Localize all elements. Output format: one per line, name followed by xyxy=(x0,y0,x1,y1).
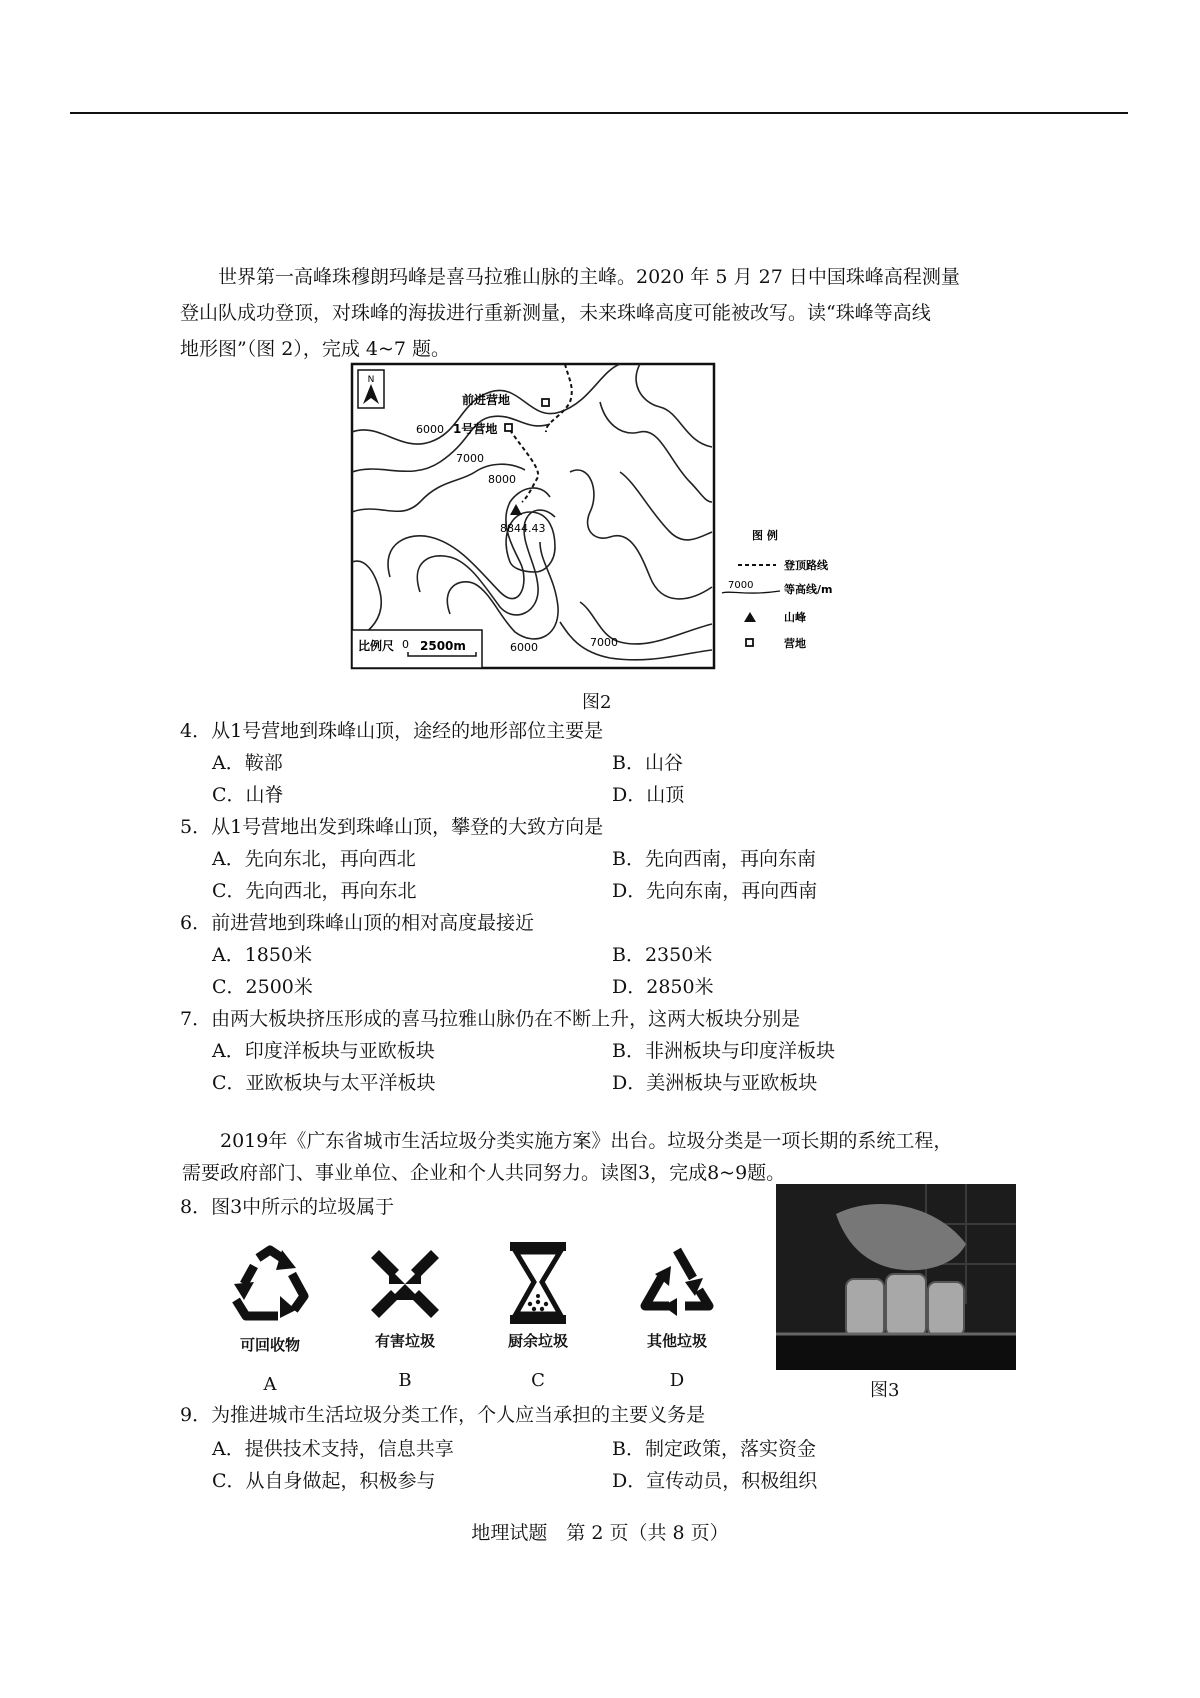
question-6-option-b: B．2350米 xyxy=(612,944,713,966)
north-arrow-icon xyxy=(358,370,384,408)
peak-elevation-label: 8844.43 xyxy=(500,522,546,535)
waste-label-c: 厨余垃圾 xyxy=(507,1332,568,1350)
option-letter-a: A xyxy=(263,1374,277,1395)
recycle-icon xyxy=(228,1244,312,1324)
question-5-option-d: D．先向东南，再向西南 xyxy=(612,880,818,902)
figure2-legend xyxy=(722,528,832,650)
other-waste-triangle-icon xyxy=(637,1242,717,1322)
svg-text:2500m: 2500m xyxy=(420,639,466,653)
figure2-caption: 图2 xyxy=(582,692,612,713)
figure3-photo xyxy=(776,1184,1016,1370)
option-letter-b: B xyxy=(398,1370,412,1391)
legend-contour: 等高线/m xyxy=(784,583,833,596)
waste-label-b: 有害垃圾 xyxy=(374,1332,435,1350)
question-9-option-b: B．制定政策，落实资金 xyxy=(612,1438,816,1460)
page-footer: 地理试题 第 2 页（共 8 页） xyxy=(471,1522,729,1544)
question-9-stem: 9．为推进城市生活垃圾分类工作，个人应当承担的主要义务是 xyxy=(180,1404,706,1426)
question-5-stem: 5．从1号营地出发到珠峰山顶，攀登的大致方向是 xyxy=(180,816,604,838)
legend-peak-icon xyxy=(744,612,756,622)
legend-route: 登顶路线 xyxy=(784,559,828,572)
kitchen-waste-icon xyxy=(506,1240,570,1326)
question-6-option-d: D．2850米 xyxy=(612,976,714,998)
option-letter-c: C xyxy=(531,1370,545,1391)
svg-text:比例尺: 比例尺 xyxy=(358,639,395,653)
legend-contour-sample: 7000 xyxy=(728,580,754,591)
forward-camp-label: 前进营地 xyxy=(462,393,511,407)
question-5-option-a: A．先向东北，再向西北 xyxy=(212,848,416,870)
question-5-option-c: C．先向西北，再向东北 xyxy=(212,880,417,902)
question-4-option-b: B．山谷 xyxy=(612,752,683,774)
question-7-stem: 7．由两大板块挤压形成的喜马拉雅山脉仍在不断上升，这两大板块分别是 xyxy=(180,1008,801,1030)
legend-peak: 山峰 xyxy=(784,611,806,624)
camp-1-label: 1号营地 xyxy=(453,422,498,436)
question-9-option-d: D．宣传动员，积极组织 xyxy=(612,1470,818,1492)
question-9-option-a: A．提供技术支持，信息共享 xyxy=(212,1438,454,1460)
intro1-line2: 登山队成功登顶，对珠峰的海拔进行重新测量，未来珠峰高度可能被改写。读“珠峰等高线 xyxy=(180,302,931,324)
contour-label-8000: 8000 xyxy=(488,473,516,486)
intro2-line2: 需要政府部门、事业单位、企业和个人共同努力。读图3，完成8~9题。 xyxy=(182,1162,786,1184)
intro1-line1: 世界第一高峰珠穆朗玛峰是喜马拉雅山脉的主峰。2020 年 5 月 27 日中国珠峰高程测量 xyxy=(218,266,960,288)
forward-camp-icon xyxy=(542,399,549,406)
header-rule xyxy=(70,112,1128,114)
question-7-option-a: A．印度洋板块与亚欧板块 xyxy=(212,1040,435,1062)
question-4-option-d: D．山顶 xyxy=(612,784,685,806)
contour-label-6000-bottom: 6000 xyxy=(510,641,538,654)
question-7-option-d: D．美洲板块与亚欧板块 xyxy=(612,1072,818,1094)
waste-label-d: 其他垃圾 xyxy=(646,1332,707,1350)
question-8-stem: 8．图3中所示的垃圾属于 xyxy=(180,1196,395,1218)
legend-title: 图 例 xyxy=(752,529,778,542)
question-4-option-a: A．鞍部 xyxy=(212,752,283,774)
scale-bar xyxy=(352,630,482,668)
contour-label-7000-bottom: 7000 xyxy=(590,636,618,649)
question-5-option-b: B．先向西南，再向东南 xyxy=(612,848,816,870)
contour-label-7000: 7000 xyxy=(456,452,484,465)
question-6-option-a: A．1850米 xyxy=(212,944,313,966)
waste-label-a: 可回收物 xyxy=(239,1336,300,1354)
question-4-stem: 4．从1号营地到珠峰山顶，途经的地形部位主要是 xyxy=(180,720,604,742)
question-7-option-c: C．亚欧板块与太平洋板块 xyxy=(212,1072,436,1094)
figure2-contour-map xyxy=(350,362,870,672)
question-6-option-c: C．2500米 xyxy=(212,976,313,998)
question-7-option-b: B．非洲板块与印度洋板块 xyxy=(612,1040,835,1062)
question-4-option-c: C．山脊 xyxy=(212,784,284,806)
figure3-caption: 图3 xyxy=(870,1380,900,1401)
option-letter-d: D xyxy=(669,1370,685,1391)
contour-label-6000: 6000 xyxy=(416,423,444,436)
question-6-stem: 6．前进营地到珠峰山顶的相对高度最接近 xyxy=(180,912,535,934)
camp-1-icon xyxy=(505,424,512,431)
question-9-option-c: C．从自身做起，积极参与 xyxy=(212,1470,436,1492)
intro1-line3: 地形图”（图 2），完成 4~7 题。 xyxy=(180,338,451,360)
hazard-x-icon xyxy=(365,1244,445,1324)
legend-camp-icon xyxy=(746,639,753,646)
legend-camp: 营地 xyxy=(784,637,806,650)
svg-text:0: 0 xyxy=(402,638,409,651)
intro2-line1: 2019年《广东省城市生活垃圾分类实施方案》出台。垃圾分类是一项长期的系统工程， xyxy=(220,1130,953,1152)
svg-text:N: N xyxy=(367,375,375,385)
